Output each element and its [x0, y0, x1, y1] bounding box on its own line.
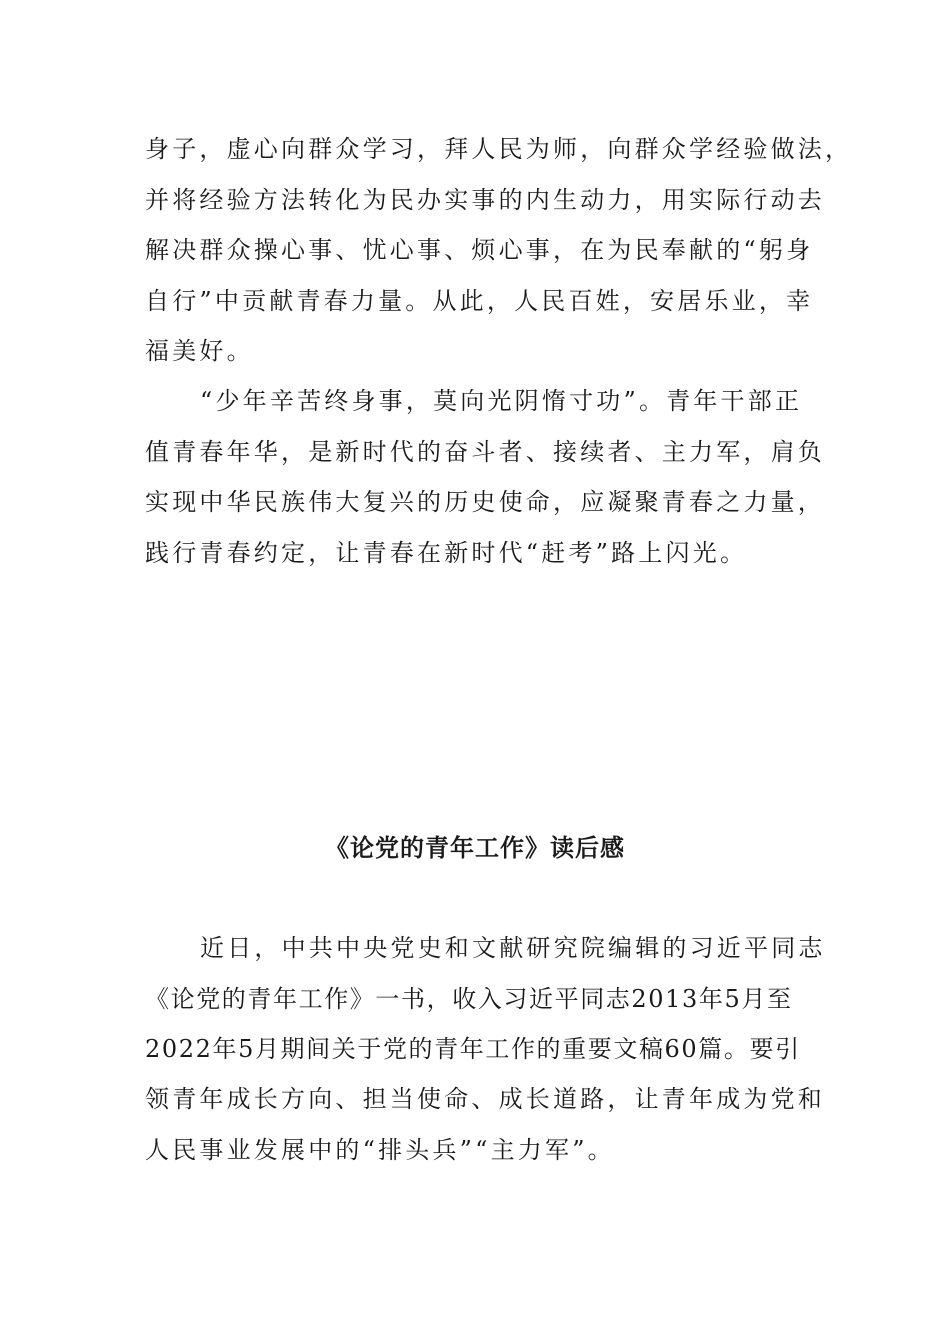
article-title: 《论党的青年工作》读后感 [325, 833, 625, 862]
paragraph-1-line-3: 解决群众操心事、忧心事、烦心事，在为民奉献的“躬身 [145, 236, 814, 264]
article-line-4: 领青年成长方向、担当使命、成长道路，让青年成为党和 [145, 1085, 825, 1113]
article-line-1: 近日，中共中央党史和文献研究院编辑的习近平同志 [200, 934, 826, 962]
paragraph-2-line-4: 践行青春约定，让青春在新时代“赶考”路上闪光。 [145, 539, 748, 567]
article-line-3: 2022年5月期间关于党的青年工作的重要文稿60篇。要引 [145, 1035, 801, 1063]
article-line-5: 人民事业发展中的“排头兵”“主力军”。 [145, 1136, 615, 1164]
article-line-2: 《论党的青年工作》一书，收入习近平同志2013年5月至 [145, 985, 793, 1013]
paragraph-1-line-2: 并将经验方法转化为民办实事的内生动力，用实际行动去 [145, 186, 825, 214]
paragraph-2-line-2: 值青春年华，是新时代的奋斗者、接续者、主力军，肩负 [145, 438, 825, 466]
paragraph-2-line-3: 实现中华民族伟大复兴的历史使命，应凝聚青春之力量， [145, 488, 825, 516]
paragraph-2-line-1: “少年辛苦终身事，莫向光阴惰寸功”。青年干部正 [200, 387, 803, 415]
paragraph-1-line-5: 福美好。 [145, 337, 254, 365]
paragraph-1-line-4: 自行”中贡献青春力量。从此，人民百姓，安居乐业，幸 [145, 287, 814, 315]
paragraph-1-line-1: 身子，虚心向群众学习，拜人民为师，向群众学经验做法， [145, 135, 853, 163]
